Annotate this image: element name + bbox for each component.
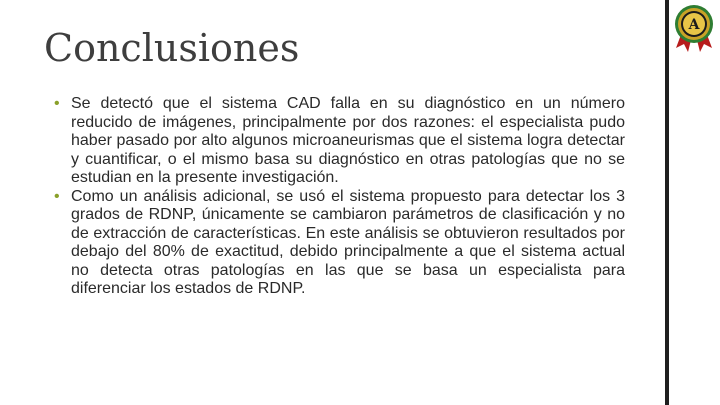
- award-seal-icon: [670, 2, 718, 54]
- badge-letter: A: [688, 17, 700, 33]
- bullet-icon: •: [54, 95, 60, 112]
- bullet-item: [54, 188, 625, 299]
- bullet-icon: •: [54, 187, 60, 205]
- bullet-text: Como un análisis adicional, se usó el sistema propuesto para detectar los 3 grados de RDNP, únicamente se cambiaron parámetros de clasificación y no de extracción de características. En este análisis se obtuvieron resultados por debajo del 80% de exactitud, debido principalmente a que el sistema actual no detecta otras patologías en las que se basa un especialista para diferenciar los estados de RDNP.: [71, 187, 625, 297]
- slide-title: Conclusiones: [44, 26, 300, 70]
- vertical-divider: [665, 0, 669, 405]
- bullet-item: [54, 95, 625, 188]
- bullet-text: Se detectó que el sistema CAD falla en su diagnóstico en un número reducido de imágenes, principalmente por dos razones: el especialista pudo haber pasado por alto algunos microaneurismas que el sistema logra detectar y cuantificar, o el mismo basa su diagnóstico en otras patologías que no se estudian en la presente investigación.: [71, 95, 625, 186]
- bullet-list: [54, 95, 625, 299]
